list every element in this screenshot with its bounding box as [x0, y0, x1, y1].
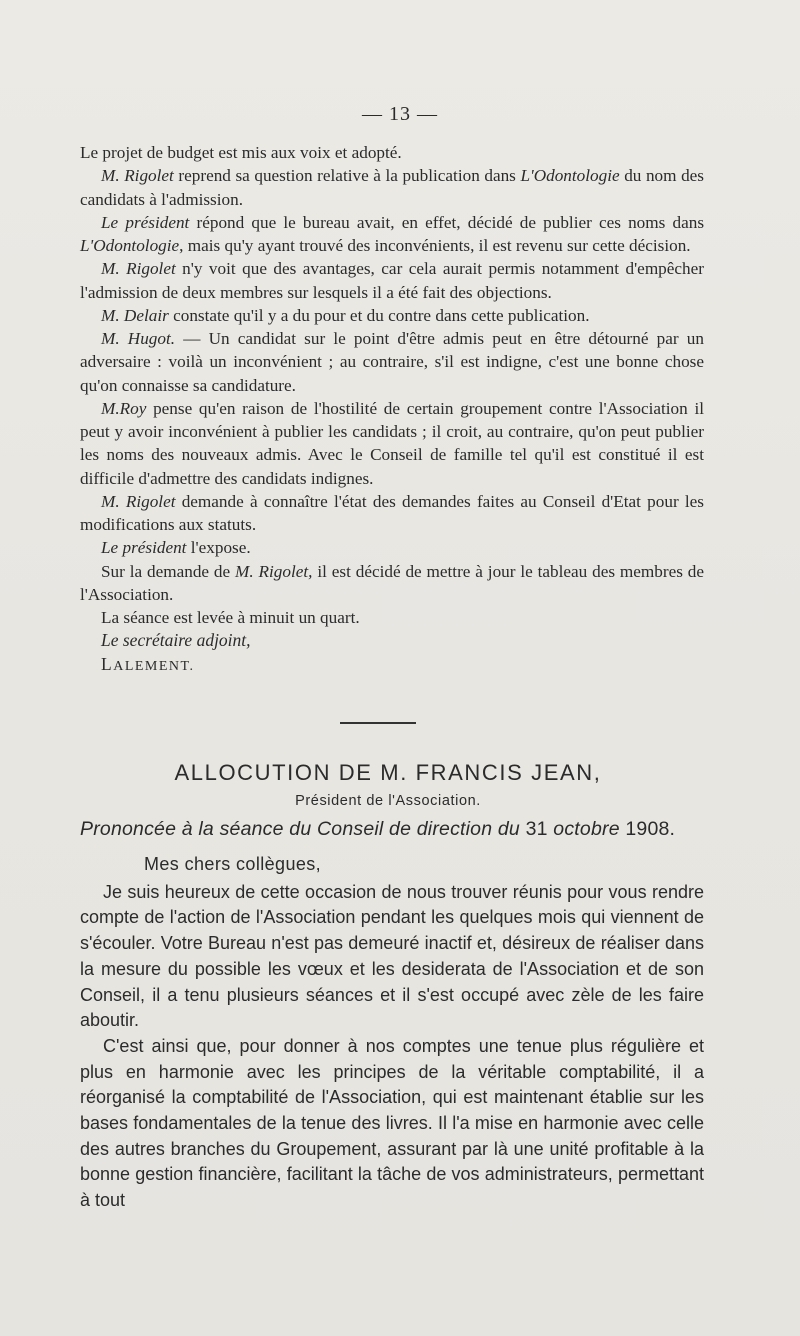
- paragraph-text: constate qu'il y a du pour et du contre dans cette publication.: [168, 305, 590, 325]
- speaker-name: M. Rigolet: [101, 166, 174, 186]
- address-paragraph: Je suis heureux de cette occasion de nous trouver réunis pour vous rendre compte de l'action de l'Association pendant les quelques mois qui viennent de s'écouler. Votre Bureau n'est pas demeuré inactif et, désireux de réaliser dans la mesure du possible les vœux et les desiderata de l'Association et de son Conseil, il a tenu plusieurs séances et il s'est occupé avec zèle de les faire aboutir.: [80, 881, 704, 1031]
- salutation: Mes chers collègues,: [144, 854, 322, 874]
- speaker-name: M. Rigolet,: [235, 561, 313, 581]
- signature-name: LALEMENT.: [101, 653, 195, 674]
- minutes-paragraph: [80, 327, 704, 397]
- paragraph-text: Le projet de budget est mis aux voix et adopté.: [80, 143, 402, 162]
- paragraph-text: pense qu'en raison de l'hostilité de certain groupement contre l'Association il peut y avoir inconvénient à publier les candidats ; il croit, au contraire, qu'on peut publier les noms des nouveaux admis. Avec le Conseil de famille tel qu'il est constitué il est difficile d'admettre des candidats indignes.: [80, 398, 704, 488]
- section-divider: [340, 722, 416, 724]
- paragraph-text: reprend sa question relative à la publication dans: [173, 166, 521, 186]
- address-date: Prononcée à la séance du Conseil de direction du 31 octobre 1908.: [80, 818, 676, 840]
- minutes-paragraph: [80, 490, 704, 537]
- minutes-paragraph: [80, 536, 704, 559]
- paragraph-text: il est décidé de mettre à jour le tableau des membres de l'Association.: [80, 561, 705, 604]
- minutes-paragraph: [80, 141, 704, 164]
- journal-title: L'Odontologie: [80, 236, 180, 255]
- paragraph-text: Sur la demande de: [101, 561, 236, 581]
- paragraph-text: répond que le bureau avait, en effet, décidé de publier ces noms dans: [189, 212, 705, 232]
- paragraph-text: l'expose.: [186, 538, 251, 558]
- page-number: — 13 —: [362, 103, 438, 125]
- minutes-paragraph: [80, 560, 704, 607]
- section-subtitle: Président de l'Association.: [295, 793, 481, 809]
- speaker-name: M.Roy: [101, 398, 147, 418]
- minutes-paragraph: [80, 211, 704, 258]
- speaker-name: M. Hugot.: [101, 329, 176, 348]
- signature-title: Le secrétaire adjoint,: [101, 630, 251, 651]
- speaker-name: M. Delair: [101, 305, 169, 325]
- minutes-paragraph: [80, 257, 704, 304]
- paragraph-text: n'y voit que des avantages, car cela aurait permis notamment d'empêcher l'admission de deux membres sur lesquels il a été fait des objections.: [80, 259, 704, 302]
- minutes-paragraph: [80, 397, 704, 490]
- address-body: [80, 852, 704, 1214]
- minutes-paragraph: [80, 164, 704, 211]
- minutes-paragraph: [80, 304, 704, 327]
- paragraph-text: La séance est levée à minuit un quart.: [101, 608, 360, 627]
- address-paragraph: C'est ainsi que, pour donner à nos comptes une tenue plus régulière et plus en harmonie avec les principes de la véritable comptabilité, il a réorganisé la comptabilité de l'Association, qui est maintenant établie sur les bases fondamentales de la tenue des livres. Il l'a mise en harmonie avec celle des autres branches du Groupement, assurant par là une unité profitable à la bonne gestion financière, facilitant la tâche de vos administrateurs, permettant à tout: [80, 1035, 704, 1211]
- speaker-name: Le président: [101, 212, 190, 232]
- paragraph-text: du nom des candidats à l'admission.: [80, 166, 705, 209]
- speaker-name: M. Rigolet: [101, 259, 176, 279]
- section-title: ALLOCUTION DE M. FRANCIS JEAN,: [174, 760, 602, 785]
- speaker-name: M. Rigolet: [101, 491, 176, 511]
- speaker-name: Le président: [101, 538, 187, 558]
- paragraph-text: , mais qu'y ayant trouvé des inconvénients, il est revenu sur cette décision.: [179, 236, 691, 255]
- journal-title: L'Odontologie: [520, 166, 620, 186]
- paragraph-text: — Un candidat sur le point d'être admis peut en être détourné par un adversaire : voilà un inconvénient ; au contraire, s'il est indigne, c'est une bonne chose qu'on connaisse sa candidature.: [80, 329, 704, 395]
- minutes-paragraph: [80, 606, 704, 629]
- paragraph-text: demande à connaître l'état des demandes faites au Conseil d'Etat pour les modifications aux statuts.: [80, 491, 704, 534]
- meeting-minutes: [80, 141, 704, 678]
